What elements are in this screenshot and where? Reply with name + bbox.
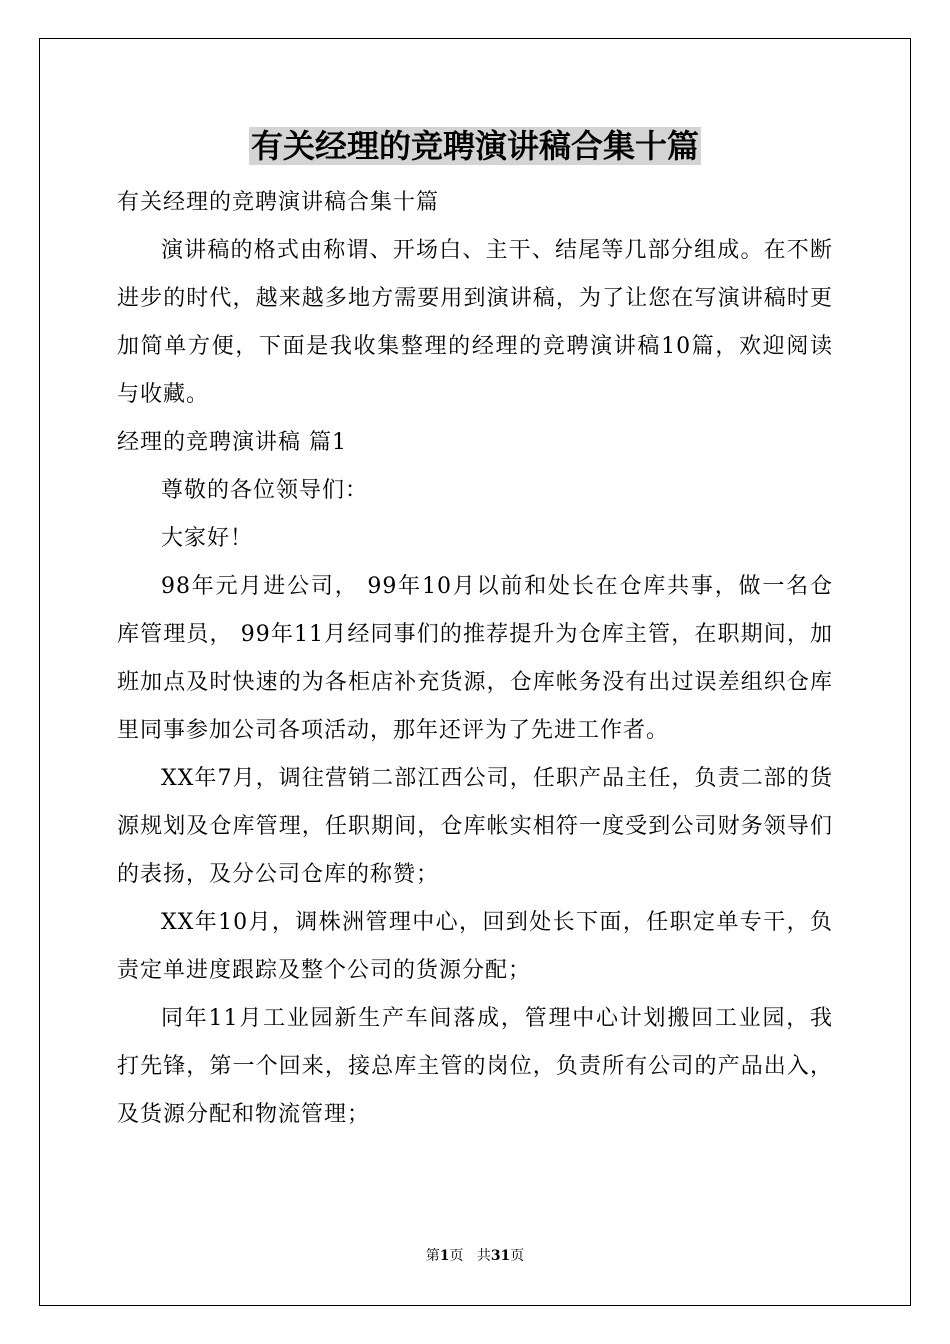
paragraph: XX年10月，调株洲管理中心，回到处长下面，任职定单专干，负责定单进度跟踪及整个公司的货源分配； [117,910,833,983]
total-prefix: 共 [476,1248,491,1264]
page-prefix: 第 [425,1248,440,1264]
paragraph: 有关经理的竞聘演讲稿合集十篇 [117,190,440,215]
page-footer [0,1246,950,1266]
total-pages: 31 [490,1248,511,1264]
paragraph: 尊敬的各位领导们： [161,478,369,503]
paragraph: 98年元月进公司， 99年10月以前和处长在仓库共事，做一名仓库管理员， 99年11月经同事们的推荐提升为仓库主管，在职期间，加班加点及时快速的为各柜店补充货源，仓库帐务没有出过误差组织仓库里同事参加公司各项活动，那年还评为了先进工作者。 [117,574,833,743]
paragraph: 演讲稿的格式由称谓、开场白、主干、结尾等几部分组成。在不断进步的时代，越来越多地方需要用到演讲稿，为了让您在写演讲稿时更加简单方便，下面是我收集整理的经理的竞聘演讲稿10篇，欢迎阅读与收藏。 [117,238,833,407]
paragraph: 经理的竞聘演讲稿 篇1 [117,430,347,455]
paragraph: XX年7月，调往营销二部江西公司，任职产品主任，负责二部的货源规划及仓库管理，任职期间，仓库帐实相符一度受到公司财务领导们的表扬，及分公司仓库的称赞； [117,766,833,887]
paragraph: 大家好！ [161,526,254,551]
document-title-text: 有关经理的竞聘演讲稿合集十篇 [250,127,699,165]
document-body [117,179,833,1139]
page-suffix: 页 [449,1248,464,1264]
total-suffix: 页 [510,1248,525,1264]
page-number: 1 [439,1248,450,1264]
paragraph: 同年11月工业园新生产车间落成，管理中心计划搬回工业园，我打先锋，第一个回来，接总库主管的岗位，负责所有公司的产品出入，及货源分配和物流管理； [117,1006,833,1127]
document-title [0,124,950,168]
